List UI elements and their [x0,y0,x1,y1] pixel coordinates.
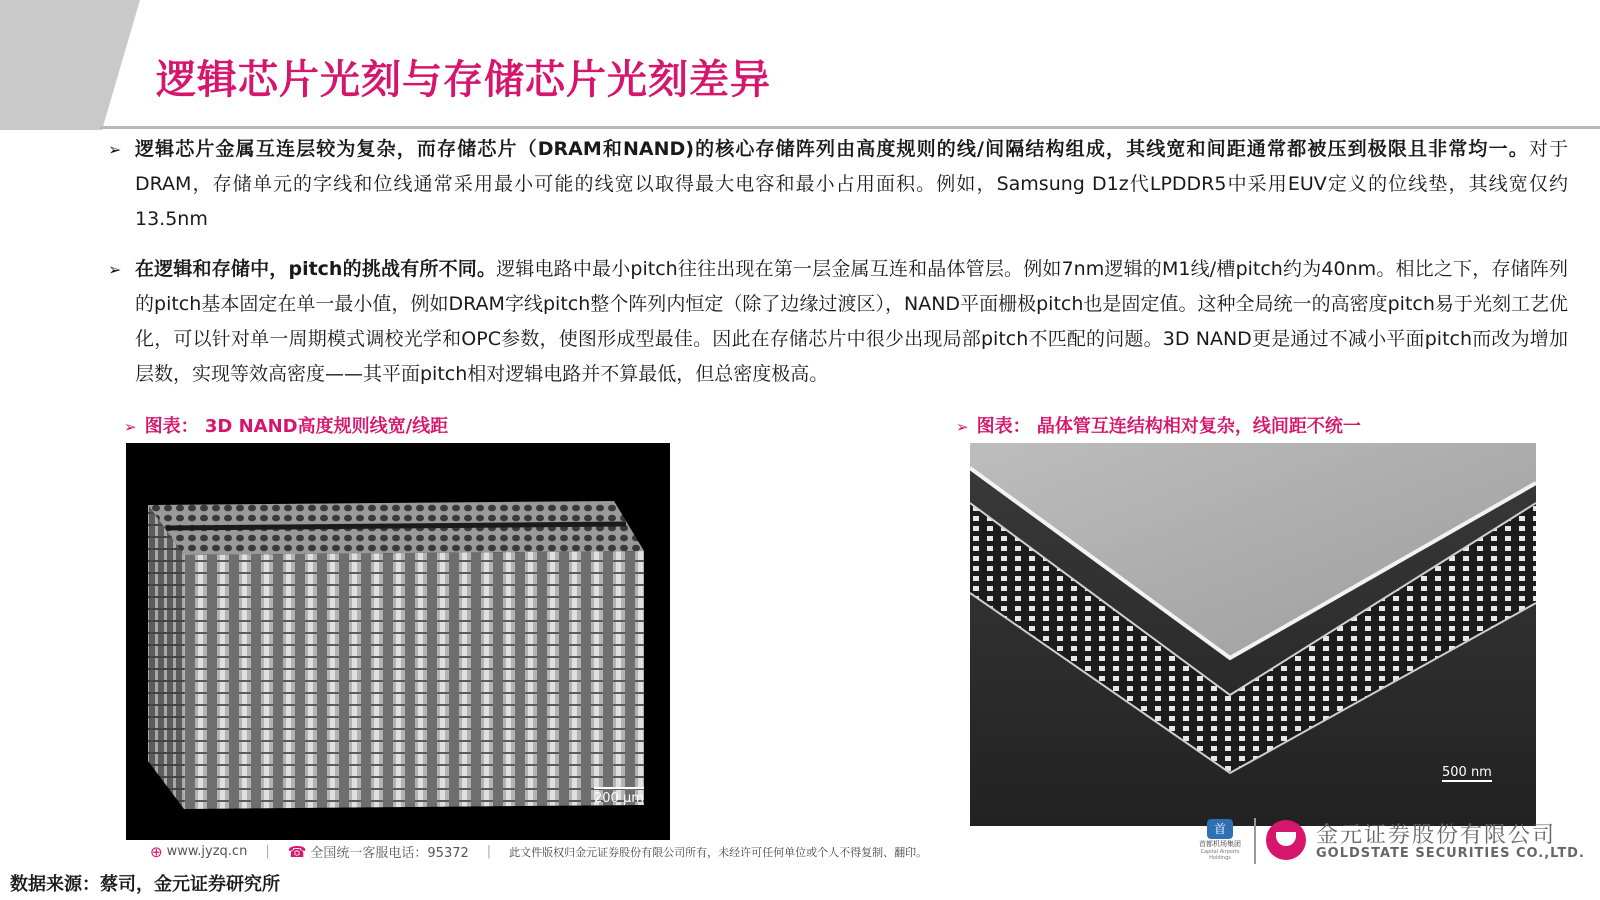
globe-icon: ⊕ [150,842,163,861]
footer [150,842,927,861]
airport-logo-icon: 首 [1207,819,1233,839]
airport-logo-en: Capital Airports Holdings [1200,849,1240,861]
footer-separator: | [265,844,270,859]
figure-left-caption [124,412,448,438]
airport-group-logo [1190,818,1250,864]
airport-logo-cn: 首都机场集团 [1199,840,1241,848]
figure-left-caption-text: 图表： 3D NAND高度规则线宽/线距 [144,416,449,437]
company-name-cn: 金元证券股份有限公司 [1316,823,1557,848]
bullet-arrow-icon: ➢ [108,140,122,159]
bullet-1-body: 对于DRAM，存储单元的字线和位线通常采用最小可能的线宽以取得最大电容和最小占用面积。例如，Samsung D1z代LPDDR5中采用EUV定义的位线垫，其线宽仅约13.5nm [135,138,1568,230]
bullet-arrow-icon: ➢ [108,260,122,279]
nand-3d-block-illustration [126,443,670,840]
scale-bar-line [1442,780,1492,782]
caption-arrow-icon: ➢ [956,418,969,436]
caption-arrow-icon: ➢ [124,418,137,436]
interconnect-sem-image [970,443,1536,826]
scale-bar-left [594,787,644,806]
footer-hotline: 全国统一客服电话：95372 [310,846,469,861]
goldstate-logo-icon [1266,820,1306,860]
phone-icon: ☎ [287,842,307,861]
bullet-2-bold: 在逻辑和存储中，pitch的挑战有所不同。 [135,258,497,280]
logo-divider [1254,818,1256,864]
bullet-1-bold: 逻辑芯片金属互连层较为复杂，而存储芯片（DRAM和NAND)的核心存储阵列由高度规则的线/间隔结构组成，其线宽和间距通常都被压到极限且非常均一。 [135,138,1529,160]
footer-website: www.jyzq.cn [166,844,248,859]
footer-separator: | [486,844,492,859]
bullet-1-text [135,132,1568,237]
figure-right-caption-text: 图表： 晶体管互连结构相对复杂，线间距不统一 [976,416,1361,437]
decorative-gray-wedge [0,0,140,130]
slide-title: 逻辑芯片光刻与存储芯片光刻差异 [156,57,771,103]
company-logo [1190,818,1590,868]
bullet-2 [108,252,1568,392]
data-source: 数据来源：蔡司，金元证券研究所 [10,874,280,895]
scale-bar-line [594,787,644,789]
footer-copyright: 此文件版权归金元证券股份有限公司所有，未经许可任何单位或个人不得复制、翻印。 [509,845,928,859]
scale-bar-left-label: 200 µm [594,791,644,806]
nand-3d-image [126,443,670,840]
company-name-en: GOLDSTATE SECURITIES CO.,LTD. [1316,846,1585,861]
bullet-1 [108,132,1568,237]
title-divider [100,126,1600,129]
scale-bar-right [1442,765,1492,784]
bullet-2-body: 逻辑电路中最小pitch往往出现在第一层金属互连和晶体管层。例如7nm逻辑的M1线/槽pitch约为40nm。相比之下，存储阵列的pitch基本固定在单一最小值，例如DRAM字线pitch整个阵列内恒定（除了边缘过渡区），NAND平面栅极pitch也是固定值。这种全局统一的高密度pitch易于光刻工艺优化，可以针对单一周期模式调校光学和OPC参数，使图形成型最佳。因此在存储芯片中很少出现局部pitch不匹配的问题。3D NAND更是通过不减小平面pitch而改为增加层数，实现等效高密度——其平面pitch相对逻辑电路并不算最低，但总密度极高。 [135,258,1568,385]
scale-bar-right-label: 500 nm [1442,765,1492,780]
bullet-2-text [135,252,1568,392]
figure-right-caption [956,412,1361,438]
